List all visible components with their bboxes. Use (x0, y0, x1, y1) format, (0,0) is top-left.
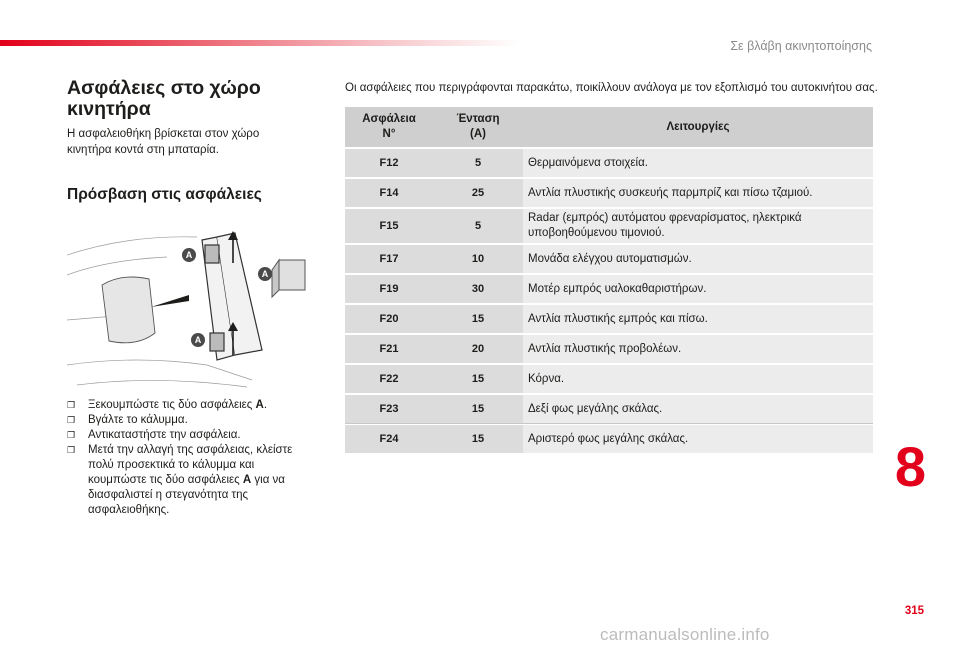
checkbox-bullet-icon: ❒ (67, 445, 76, 455)
instruction-steps (67, 398, 307, 518)
table-row: F22 15 Κόρνα. (345, 364, 873, 394)
column-header-fuse: Ασφάλεια N° (345, 107, 433, 148)
fuse-table (345, 107, 873, 453)
column-header-amps: Ένταση (A) (433, 107, 523, 148)
chapter-number: 8 (894, 435, 927, 498)
chapter-title: Σε βλάβη ακινητοποίησης (730, 39, 872, 53)
page-number: 315 (904, 605, 924, 617)
table-row: F12 5 Θερμαινόμενα στοιχεία. (345, 148, 873, 178)
intro-text: Η ασφαλειοθήκη βρίσκεται στον χώρο κινητήρα κοντά στη μπαταρία. (67, 128, 260, 156)
callout-a-1: A (185, 250, 193, 260)
step-item: ❒ Αντικαταστήστε την ασφάλεια. (67, 429, 241, 441)
fusebox-illustration (67, 215, 307, 390)
section-subtitle: Πρόσβαση στις ασφάλειες (67, 186, 262, 203)
table-lead-text: Οι ασφάλειες που περιγράφονται παρακάτω, ποικίλλουν ανάλογα με τον εξοπλισμό του αυτοκινήτου σας. (345, 82, 878, 94)
step-item: ❒ Ξεκουμπώστε τις δύο ασφάλειες A. (67, 399, 268, 411)
watermark: carmanualsonline.info (600, 625, 770, 644)
table-row: F20 15 Αντλία πλυστικής εμπρός και πίσω. (345, 304, 873, 334)
callout-a-3: A (194, 335, 202, 345)
checkbox-bullet-icon: ❒ (67, 415, 76, 425)
checkbox-bullet-icon: ❒ (67, 400, 76, 410)
page-title: Ασφάλειες στο χώρο κινητήρα (67, 77, 261, 120)
table-bottom-rule (345, 423, 873, 424)
table-row: F24 15 Αριστερό φως μεγάλης σκάλας. (345, 424, 873, 453)
table-header-row (345, 107, 873, 148)
table-row: F17 10 Μονάδα ελέγχου αυτοματισμών. (345, 244, 873, 274)
table-row: F19 30 Μοτέρ εμπρός υαλοκαθαριστήρων. (345, 274, 873, 304)
table-row: F21 20 Αντλία πλυστικής προβολέων. (345, 334, 873, 364)
header-accent-bar (0, 40, 520, 46)
table-row: F15 5 Radar (εμπρός) αυτόματου φρεναρίσματος, ηλεκτρικά υποβοηθούμενου τιμονιού. (345, 208, 873, 244)
column-header-function: Λειτουργίες (523, 107, 873, 148)
table-row: F14 25 Αντλία πλυστικής συσκευής παρμπρίζ και πίσω τζαμιού. (345, 178, 873, 208)
checkbox-bullet-icon: ❒ (67, 430, 76, 440)
callout-a-2: A (261, 269, 269, 279)
step-item: ❒ Μετά την αλλαγή της ασφάλειας, κλείστε πολύ προσεκτικά το κάλυμμα και κουμπώστε τις δύο ασφάλειες A για να διασφαλιστεί η στεγανότητα της ασφαλειοθήκης. (67, 444, 293, 516)
table-row: F23 15 Δεξί φως μεγάλης σκάλας. (345, 394, 873, 424)
step-item: ❒ Βγάλτε το κάλυμμα. (67, 414, 188, 426)
